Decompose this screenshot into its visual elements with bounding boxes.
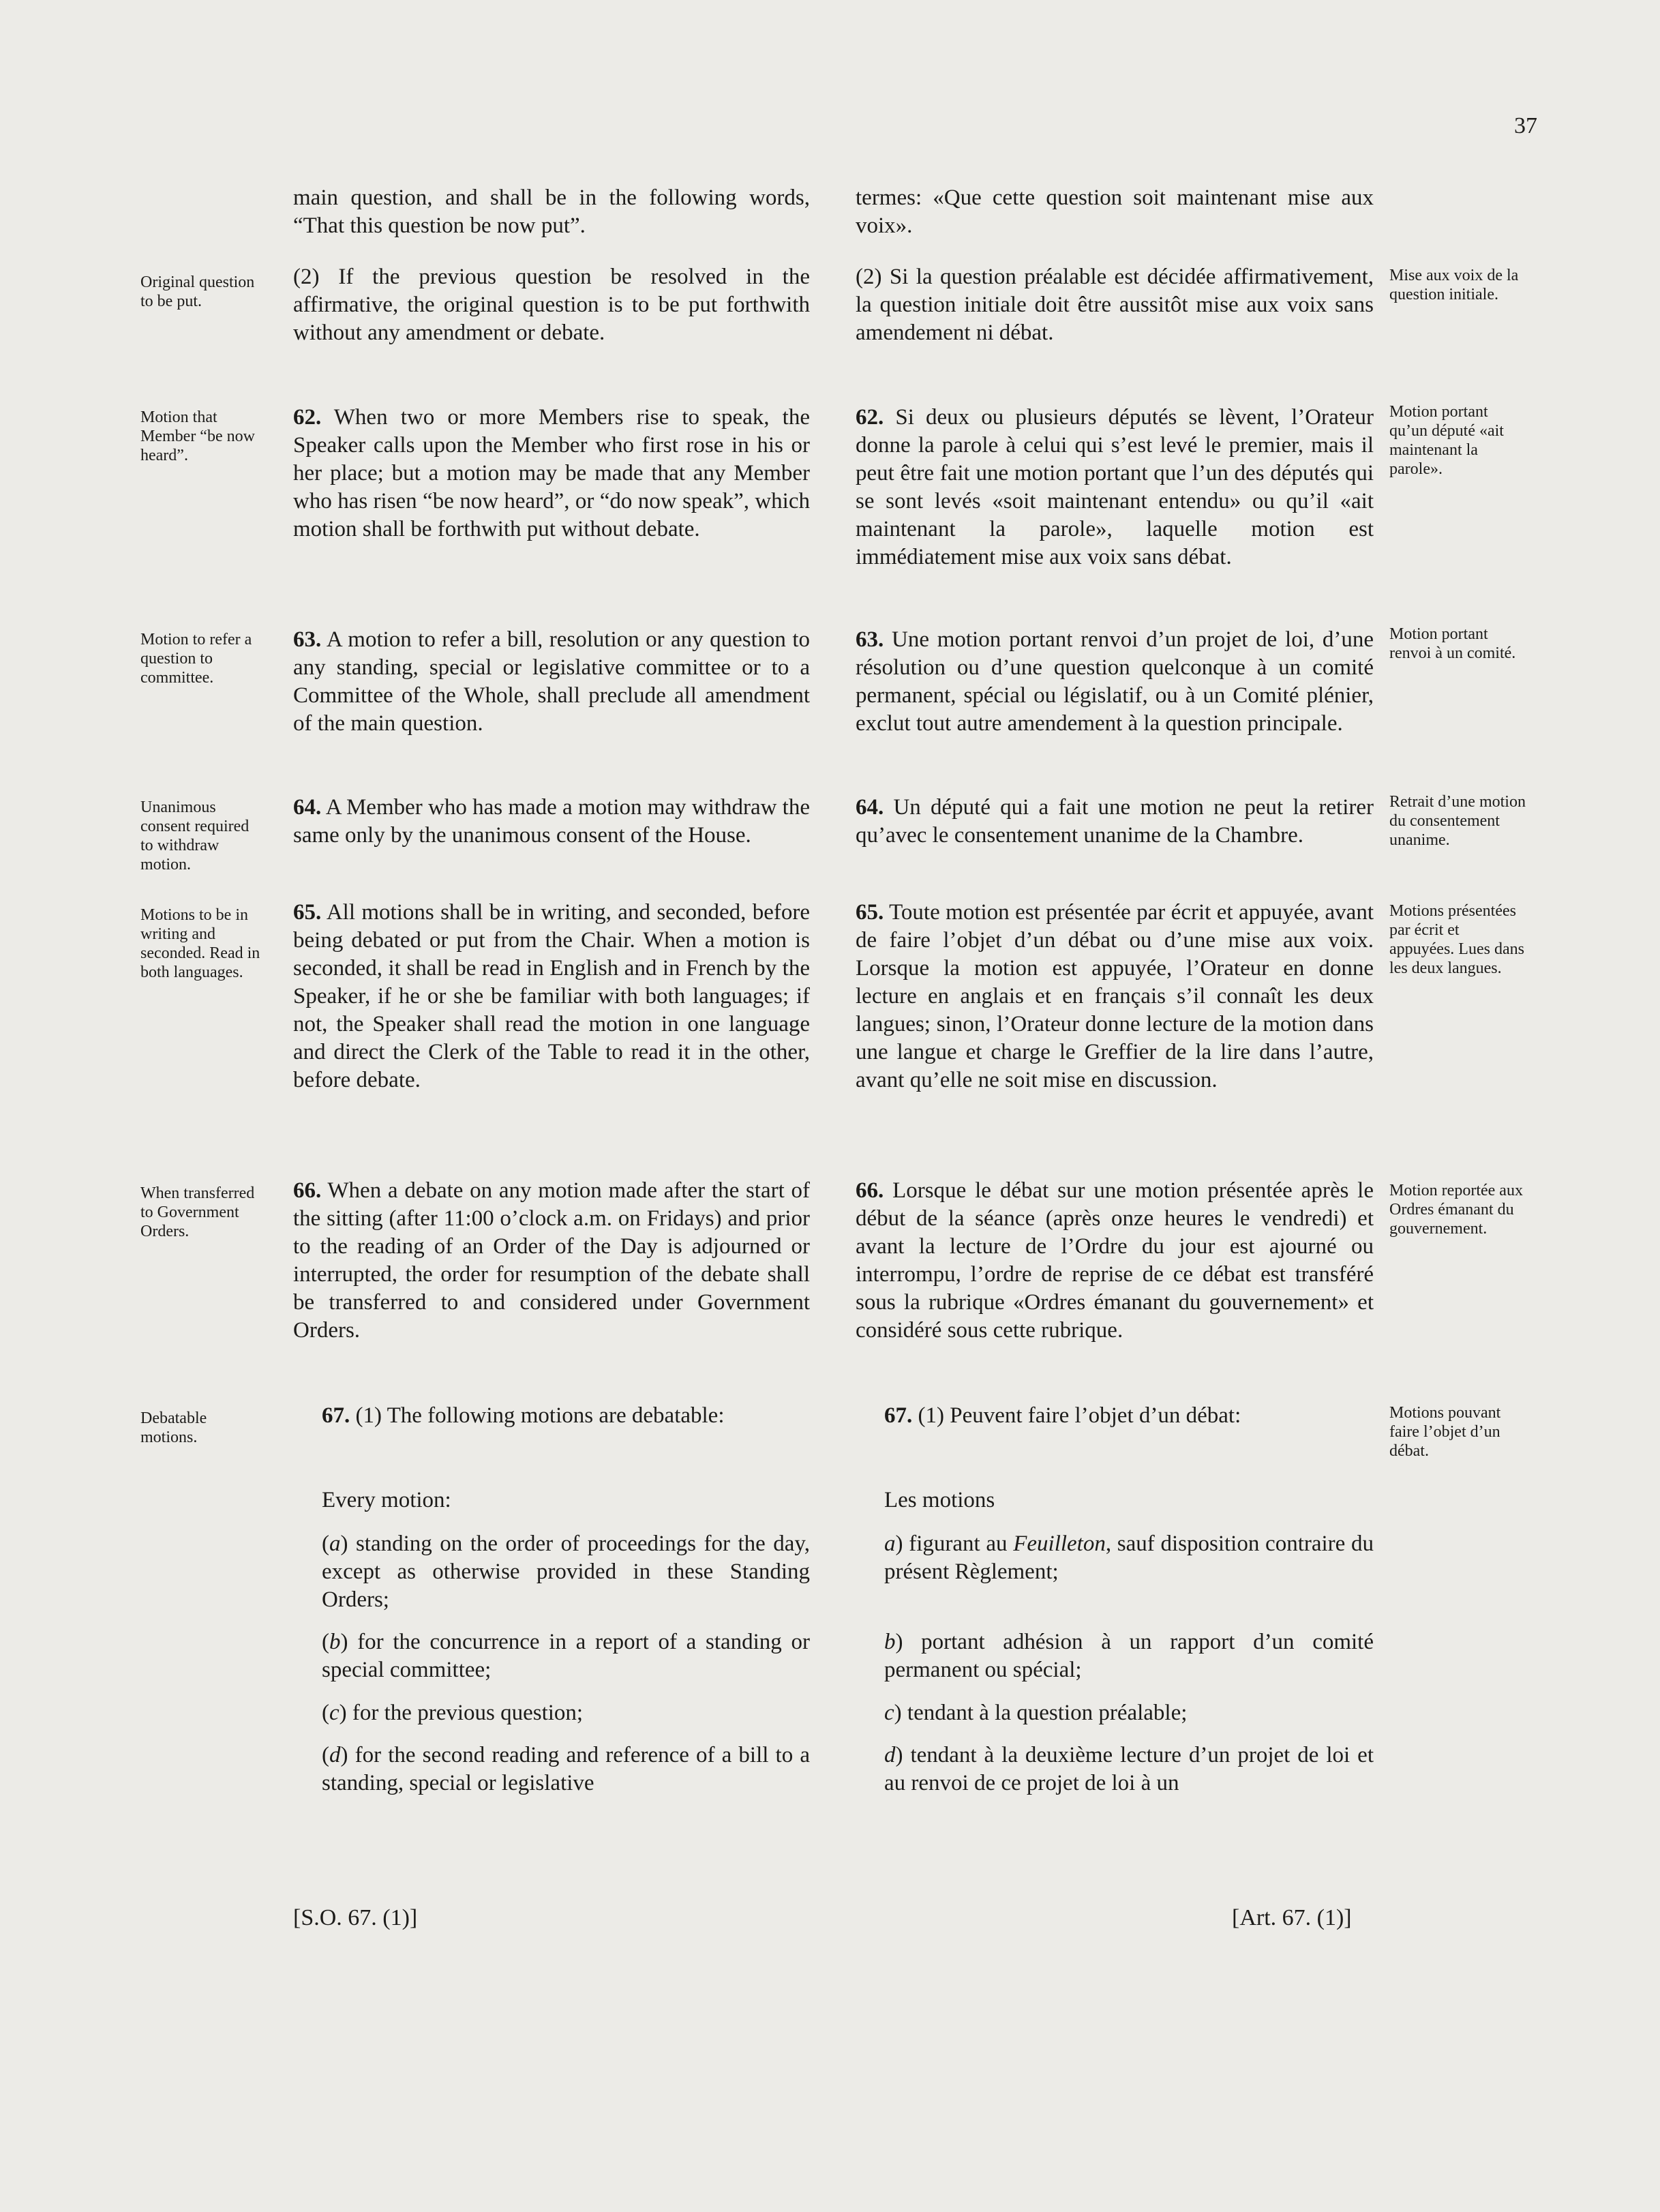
en-s65 [293, 899, 810, 1094]
fr-s61-2: (2) Si la question préalable est décidée affirmativement, la question initiale doit être aussitôt mise aux voix sans amendement ni débat. [856, 265, 1374, 345]
en-item-d-label: d [329, 1743, 341, 1767]
en-s64-text: A Member who has made a motion may withdraw the same only by the unanimous consent of the House. [293, 795, 810, 848]
fr-item-d-text: tendant à la deuxième lecture d’un projet de loi et au renvoi de ce projet de loi à un [884, 1743, 1374, 1795]
en-s63-num: 63. [293, 627, 322, 652]
fr-item-d-label: d [884, 1743, 896, 1767]
en-item-c-label: c [329, 1701, 339, 1725]
fr-intro: termes: «Que cette question soit maintenant mise aux voix». [856, 185, 1374, 238]
en-s67-text: (1) The following motions are debatable: [355, 1403, 725, 1428]
en-item-c: (c) for the previous question; [322, 1701, 584, 1725]
margin-note-left-6: When transferred to Government Orders. [140, 1184, 255, 1240]
en-s64-num: 64. [293, 795, 322, 820]
fr-item-b: b) portant adhésion à un rapport d’un comité permanent ou spécial; [884, 1630, 1374, 1682]
margin-note-right-4: Retrait d’une motion du consentement unanime. [1389, 793, 1526, 849]
en-s62 [293, 404, 810, 543]
en-s67-num: 67. [322, 1403, 350, 1428]
en-s66-text: When a debate on any motion made after the start of the sitting (after 11:00 o’clock a.m. on Fridays) and prior to the reading of an Order of the Day is adjourned or interrupted, the order for resumption of the debate shall be transferred to and considered under Government Orders. [293, 1178, 811, 1343]
margin-note-left-7: Debatable motions. [140, 1409, 207, 1446]
en-s67 [322, 1402, 810, 1430]
fr-item-c-label: c [884, 1701, 894, 1725]
page-number: 37 [1514, 113, 1537, 138]
fr-item-a-label: a [884, 1531, 896, 1556]
en-s63-text: A motion to refer a bill, resolution or any question to any standing, special or legislative committee or to a Committee of the Whole, shall preclude all amendment of the main question. [293, 627, 810, 736]
margin-note-right-5: Motions présentées par écrit et appuyées. Lues dans les deux langues. [1389, 902, 1524, 977]
fr-s64-text: Un député qui a fait une motion ne peut la retirer qu’avec le consentement unanime de la Chambre. [856, 795, 1374, 848]
en-item-d-text: for the second reading and reference of a bill to a standing, special or legislative [322, 1743, 810, 1795]
margin-note-right-1: Mise aux voix de la question initiale. [1389, 267, 1519, 303]
margin-note-right-7: Motions pouvant faire l’objet d’un débat. [1389, 1404, 1501, 1460]
fr-item-b-text: portant adhésion à un rapport d’un comité permanent ou spécial; [884, 1630, 1374, 1682]
en-item-b-text: for the concurrence in a report of a standing or special committee; [322, 1630, 810, 1682]
fr-s64-num: 64. [856, 795, 884, 820]
fr-s66-text: Lorsque le débat sur une motion présentée après le début de la séance (après onze heures le vendredi) et avant la lecture de l’Ordre du jour est ajourné ou interrompu, l’ordre de reprise de ce débat est transféré sous la rubrique «Ordres émanant du gouvernement» et considéré sous cette rubrique. [856, 1178, 1374, 1343]
fr-s67-num: 67. [884, 1403, 913, 1428]
fr-s65-text: Toute motion est présentée par écrit et appuyée, avant de faire l’objet d’un débat ou d’une mise aux voix. Lorsque la motion est appuyée, l’Orateur en donne lecture en anglais et en français s’il connaît les deux langues; sinon, l’Orateur donne lecture de la motion dans une langue et charge le Greffier de la lire dans l’autre, avant qu’elle ne soit mise en discussion. [856, 900, 1374, 1092]
margin-note-left-5: Motions to be in writing and seconded. Read in both languages. [140, 906, 260, 981]
fr-s63-text: Une motion portant renvoi d’un projet de loi, d’une résolution ou d’une question quelconque à un comité permanent, spécial ou législatif, ou à un Comité plénier, exclut tout autre amendement à la question principale. [856, 627, 1374, 736]
fr-item-a-em: Feuilleton [1013, 1531, 1106, 1556]
en-item-b-label: b [329, 1630, 341, 1654]
en-item-a: (a) standing on the order of proceedings for the day, except as otherwise provided in these Standing Orders; [322, 1531, 810, 1612]
fr-s62 [856, 404, 1374, 571]
fr-s63 [856, 626, 1374, 738]
en-s66 [293, 1177, 810, 1345]
en-s61-2: (2) If the previous question be resolved in the affirmative, the original question is to be put forthwith without any amendment or debate. [293, 265, 810, 345]
en-intro: main question, and shall be in the following words, “That this question be now put”. [293, 185, 810, 238]
margin-note-left-4: Unanimous consent required to withdraw motion. [140, 798, 250, 873]
fr-item-c-text: tendant à la question préalable; [907, 1701, 1188, 1725]
fr-s67 [884, 1402, 1374, 1430]
fr-s66-num: 66. [856, 1178, 884, 1203]
fr-item-a: a) figurant au Feuilleton, sauf disposition contraire du présent Règlement; [884, 1531, 1374, 1584]
en-s62-num: 62. [293, 405, 322, 430]
footer-french: [Art. 67. (1)] [1232, 1905, 1352, 1930]
en-item-c-text: for the previous question; [352, 1701, 584, 1725]
fr-s66 [856, 1177, 1374, 1345]
fr-item-a-pre: figurant au [909, 1531, 1014, 1556]
fr-s63-num: 63. [856, 627, 884, 652]
en-s62-text: When two or more Members rise to speak, the Speaker calls upon the Member who first rose in his or her place; but a motion may be made that any Member who has risen “be now heard”, or “do now speak”, which motion shall be forthwith put without debate. [293, 405, 810, 541]
en-s64 [293, 794, 810, 850]
fr-les-motions: Les motions [884, 1488, 995, 1512]
margin-note-right-6: Motion reportée aux Ordres émanant du gouvernement. [1389, 1182, 1523, 1238]
margin-note-right-2: Motion portant qu’un député «ait maintenant la parole». [1389, 403, 1504, 478]
fr-item-d: d) tendant à la deuxième lecture d’un projet de loi et au renvoi de ce projet de loi à un [884, 1743, 1374, 1795]
en-item-a-text: standing on the order of proceedings for the day, except as otherwise provided in these Standing Orders; [322, 1531, 810, 1612]
en-every-motion: Every motion: [322, 1488, 451, 1512]
fr-s67-text: (1) Peuvent faire l’objet d’un débat: [918, 1403, 1241, 1428]
footer-english: [S.O. 67. (1)] [293, 1905, 418, 1930]
fr-item-a-post: , sauf disposition contraire du présent Règlement; [884, 1531, 1374, 1584]
en-s63 [293, 626, 810, 738]
fr-s65 [856, 899, 1374, 1094]
fr-s62-text: Si deux ou plusieurs députés se lèvent, l’Orateur donne la parole à celui qui s’est levé le premier, mais il peut être fait une motion portant que l’un des députés qui se sont levés «soit maintenant entendu» ou qu’il «ait maintenant la parole», laquelle motion est immédiatement mise aux voix sans débat. [856, 405, 1374, 569]
en-item-a-label: a [329, 1531, 341, 1556]
fr-item-b-label: b [884, 1630, 896, 1654]
fr-s64 [856, 794, 1374, 850]
fr-s62-num: 62. [856, 405, 884, 430]
en-s66-num: 66. [293, 1178, 322, 1203]
en-item-d: (d) for the second reading and reference of a bill to a standing, special or legislative [322, 1743, 810, 1795]
en-s65-text: All motions shall be in writing, and seconded, before being debated or put from the Chair. When a motion is seconded, it shall be read in English and in French by the Speaker, if he or she be familiar with both languages; if not, the Speaker shall read the motion in one language and direct the Clerk of the Table to read it in the other, before debate. [293, 900, 810, 1092]
fr-item-c: c) tendant à la question préalable; [884, 1701, 1188, 1725]
margin-note-left-3: Motion to refer a question to committee. [140, 631, 252, 687]
en-item-b: (b) for the concurrence in a report of a standing or special committee; [322, 1630, 810, 1682]
en-s65-num: 65. [293, 900, 322, 925]
margin-note-left-1: Original question to be put. [140, 273, 255, 310]
margin-note-right-3: Motion portant renvoi à un comité. [1389, 625, 1516, 662]
fr-s65-num: 65. [856, 900, 884, 925]
margin-note-left-2: Motion that Member “be now heard”. [140, 408, 255, 464]
